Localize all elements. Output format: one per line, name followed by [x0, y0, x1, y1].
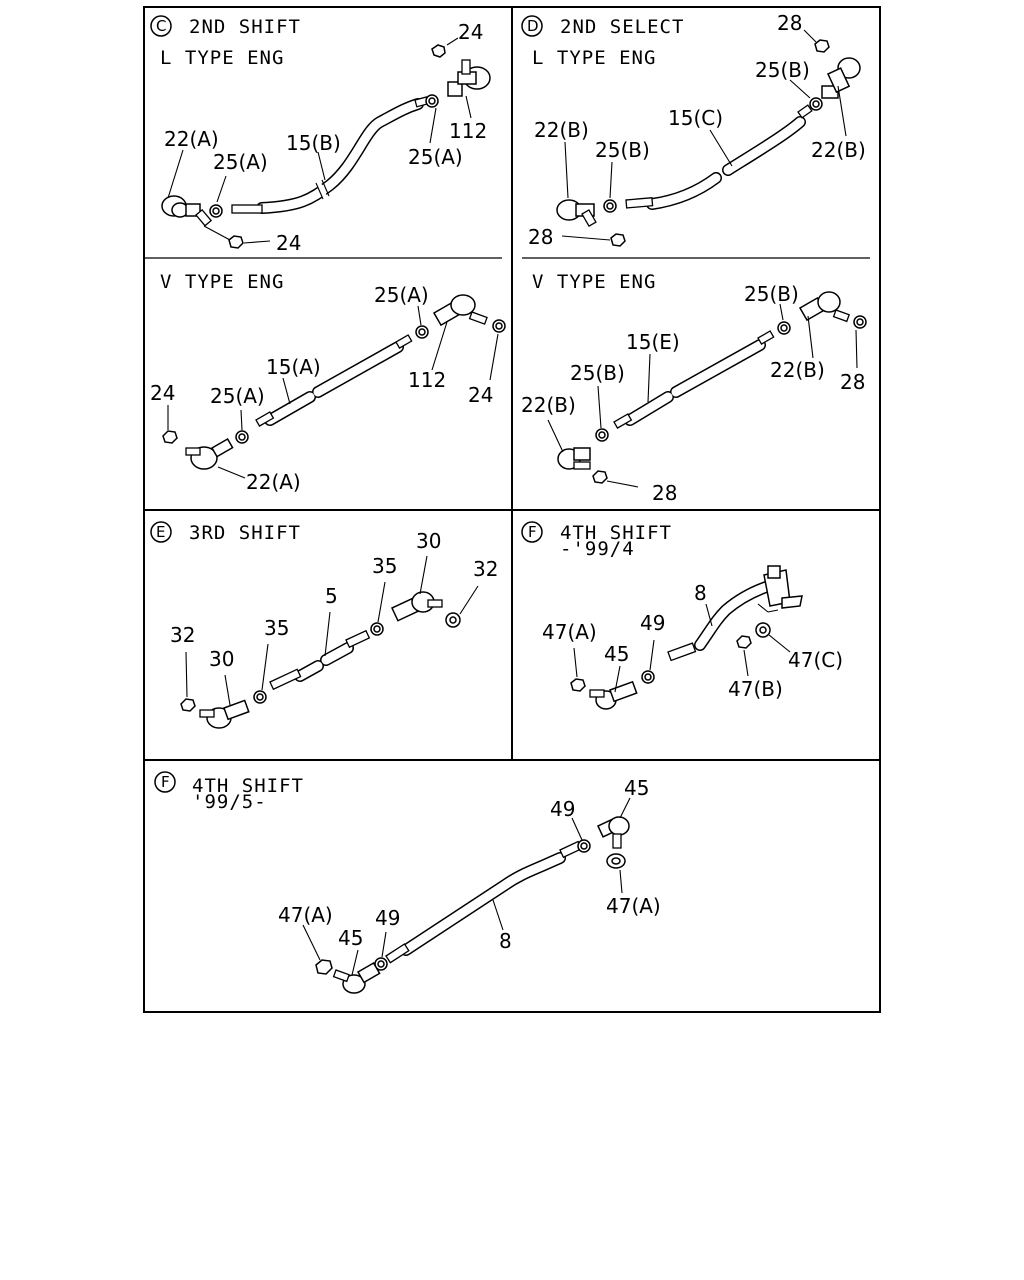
d-v-label-28-bottom: 28: [652, 481, 678, 505]
panel-c-v-subtitle: V TYPE ENG: [160, 271, 285, 293]
panel-f1-letter: F: [528, 523, 537, 541]
ball-joint-112: [448, 60, 490, 96]
f2-label-47a-left: 47(A): [278, 903, 333, 927]
d-v-label-28-right: 28: [840, 370, 866, 394]
f2-label-45-top: 45: [624, 776, 650, 800]
nut-32-left: [181, 699, 195, 711]
e-label-5: 5: [325, 584, 338, 608]
panel-e: [151, 522, 498, 728]
nut-47a-f2-left: [316, 960, 332, 974]
panel-c-title: 2ND SHIFT: [189, 16, 301, 38]
ball-joint-45-f1: [590, 682, 637, 709]
panel-e-letter: E: [156, 523, 166, 541]
c-l-label-22a: 22(A): [164, 127, 219, 151]
f1-label-45: 45: [604, 642, 630, 666]
c-l-label-24-bottom: 24: [276, 231, 302, 255]
e-label-32-right: 32: [473, 557, 499, 581]
f2-label-47a-top: 47(A): [606, 894, 661, 918]
ball-joint-22b-d-left: [557, 200, 596, 226]
ball-joint-45-f2-top: [598, 817, 629, 848]
d-l-label-25b-right: 25(B): [755, 58, 810, 82]
d-v-label-22b-left: 22(B): [521, 393, 576, 417]
ball-joint-30-left: [200, 700, 249, 728]
ball-joint-22b-dv-right: [800, 292, 849, 321]
ball-joint-45-f2-left: [334, 963, 380, 993]
c-l-label-112: 112: [449, 119, 488, 143]
d-v-label-22b-right: 22(B): [770, 358, 825, 382]
f2-label-45-left: 45: [338, 926, 364, 950]
c-v-label-25a-top: 25(A): [374, 283, 429, 307]
ball-joint-22a-v: [186, 439, 233, 469]
d-l-label-28-bottom: 28: [528, 225, 554, 249]
ball-joint-112-v: [434, 295, 487, 325]
e-label-35-mid: 35: [264, 616, 290, 640]
f1-label-47c: 47(C): [788, 648, 844, 672]
panel-c: [150, 16, 505, 494]
panel-f1-title: 4TH SHIFT: [560, 522, 672, 544]
c-v-label-22a: 22(A): [246, 470, 301, 494]
panel-f2-title: 4TH SHIFT: [192, 775, 304, 797]
d-l-label-25b-left: 25(B): [595, 138, 650, 162]
c-l-label-24-top: 24: [458, 20, 484, 44]
c-v-label-15a: 15(A): [266, 355, 321, 379]
c-v-label-24-left: 24: [150, 381, 176, 405]
panel-f2: [155, 772, 661, 993]
e-label-35-top: 35: [372, 554, 398, 578]
f2-label-49-left: 49: [375, 906, 401, 930]
nut-47b-f1: [737, 636, 751, 648]
panel-e-title: 3RD SHIFT: [189, 522, 301, 544]
panel-f2-letter: F: [161, 773, 170, 791]
f1-label-47b: 47(B): [728, 677, 783, 701]
panel-f1-subtitle: -'99/4: [560, 538, 635, 560]
panel-f1: [522, 522, 843, 709]
panel-d-v-subtitle: V TYPE ENG: [532, 271, 657, 293]
f1-label-47a: 47(A): [542, 620, 597, 644]
c-v-label-25a-left: 25(A): [210, 384, 265, 408]
c-l-label-25a-right: 25(A): [408, 145, 463, 169]
f2-label-8: 8: [499, 929, 512, 953]
d-l-label-22b-right: 22(B): [811, 138, 866, 162]
nut-24-top: [432, 45, 445, 57]
e-assembly: [181, 556, 478, 728]
d-v-assembly: [548, 292, 866, 487]
e-label-30-left: 30: [209, 647, 235, 671]
panel-c-letter: C: [156, 17, 167, 35]
f2-label-49-top: 49: [550, 797, 576, 821]
d-l-label-28-top: 28: [777, 11, 803, 35]
panel-c-l-subtitle: L TYPE ENG: [160, 47, 285, 69]
nut-28-dv-bottom: [593, 471, 607, 483]
nut-28-d-bottom: [611, 234, 625, 246]
d-l-label-15c: 15(C): [668, 106, 724, 130]
e-label-32-left: 32: [170, 623, 196, 647]
d-v-label-25b-top: 25(B): [744, 282, 799, 306]
panel-d-title: 2ND SELECT: [560, 16, 685, 38]
thread-left: [232, 205, 262, 213]
f1-label-8: 8: [694, 581, 707, 605]
panel-d-l-subtitle: L TYPE ENG: [532, 47, 657, 69]
rod-15b: [262, 104, 418, 208]
c-v-label-112: 112: [408, 368, 447, 392]
d-l-label-22b-left: 22(B): [534, 118, 589, 142]
c-l-label-25a-left: 25(A): [213, 150, 268, 174]
nut-24-bottom: [229, 236, 243, 248]
d-v-label-15e: 15(E): [626, 330, 680, 354]
ball-joint-30-right: [392, 592, 442, 621]
e-label-30-top: 30: [416, 529, 442, 553]
ball-joint-22a: [162, 196, 211, 226]
panel-f2-subtitle: '99/5-: [192, 791, 267, 813]
nut-47a-f1: [571, 679, 585, 691]
d-v-label-25b-mid: 25(B): [570, 361, 625, 385]
f2-assembly: [303, 798, 630, 993]
f1-label-49: 49: [640, 611, 666, 635]
nut-24-v-left: [163, 431, 177, 443]
c-l-label-15b: 15(B): [286, 131, 341, 155]
nut-28-d-top: [815, 40, 829, 52]
ball-joint-22b-d-right: [822, 58, 860, 98]
c-v-label-24-right: 24: [468, 383, 494, 407]
panel-d-letter: D: [527, 17, 539, 35]
